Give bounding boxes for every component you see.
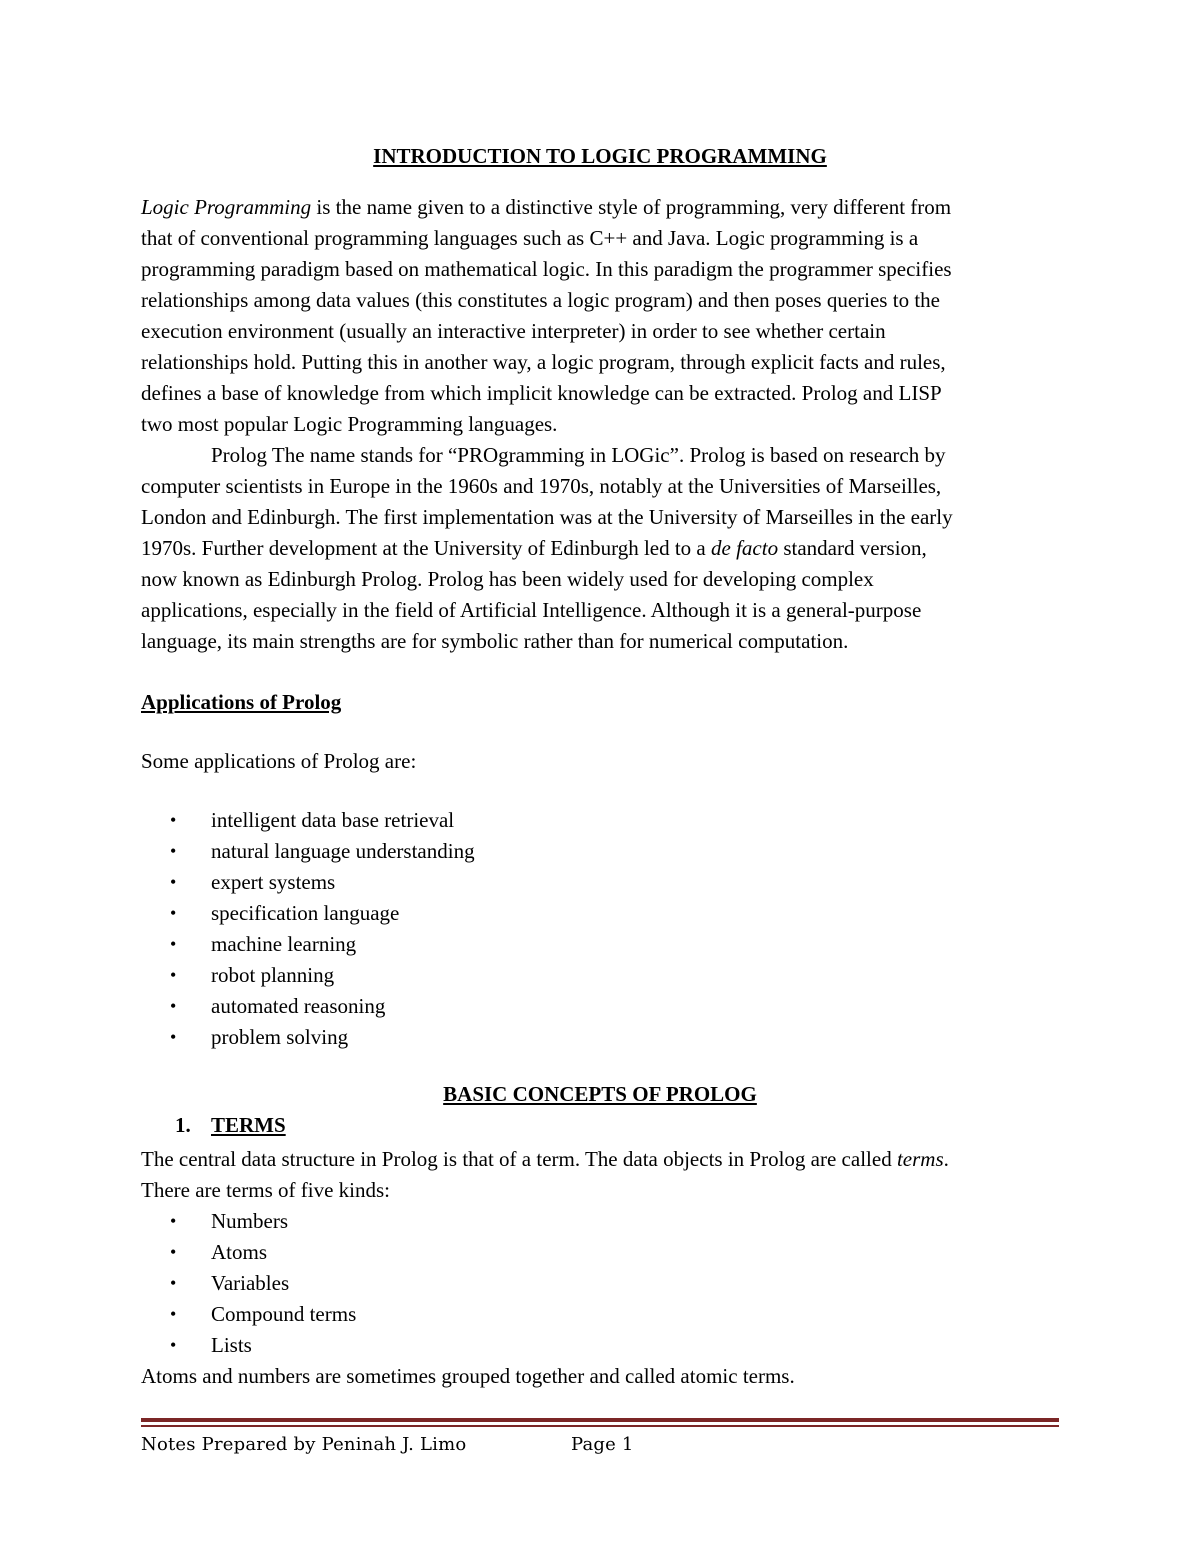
footer-rule-thin [141,1425,1059,1427]
footer-rule [141,1418,1059,1422]
prolog-line-4-after: standard version, [778,536,927,560]
bullet-icon: • [170,1335,177,1355]
atomic-terms-line: Atoms and numbers are sometimes grouped together and called atomic terms. [141,1364,795,1388]
list-item: • specification language [170,898,475,929]
bullet-icon: • [170,1027,177,1047]
list-item: • Numbers [170,1206,356,1237]
prolog-line: applications, especially in the field of Artificial Intelligence. Although it is a general-purpose [141,598,922,622]
intro-line: programming paradigm based on mathematical logic. In this paradigm the programmer specifies [141,257,952,281]
list-item: • problem solving [170,1022,475,1053]
intro-line: relationships among data values (this constitutes a logic program) and then poses queries to the [141,288,940,312]
intro-line: execution environment (usually an interactive interpreter) in order to see whether certain [141,319,886,343]
list-item: • robot planning [170,960,475,991]
bullet-icon: • [170,965,177,985]
list-item: • natural language understanding [170,836,475,867]
bullet-icon: • [170,872,177,892]
list-item: • Compound terms [170,1299,356,1330]
terms-line-2: There are terms of five kinds: [141,1178,390,1202]
list-item: • automated reasoning [170,991,475,1022]
intro-line-1 [141,192,1066,223]
footer-author: Notes Prepared by Peninah J. Limo [141,1434,467,1455]
intro-line: relationships hold. Putting this in another way, a logic program, through explicit facts and rules, [141,350,946,374]
applications-intro: Some applications of Prolog are: [141,749,417,773]
section-title-terms: TERMS [211,1113,286,1137]
applications-list [170,805,475,1053]
bullet-icon: • [170,934,177,954]
prolog-line: computer scientists in Europe in the 1960s and 1970s, notably at the Universities of Marseilles, [141,474,942,498]
intro-paragraph [141,192,1066,440]
de-facto-italic: de facto [711,536,779,560]
footer-page-number: Page 1 [571,1434,634,1455]
list-item: • intelligent data base retrieval [170,805,475,836]
bullet-icon: • [170,1211,177,1231]
intro-line: two most popular Logic Programming languages. [141,412,558,436]
bullet-icon: • [170,810,177,830]
list-item: • machine learning [170,929,475,960]
prolog-line-4 [141,533,1066,564]
bullet-icon: • [170,841,177,861]
prolog-line-4-before: 1970s. Further development at the University of Edinburgh led to a [141,536,712,560]
prolog-line: now known as Edinburgh Prolog. Prolog has been widely used for developing complex [141,567,874,591]
bullet-icon: • [170,903,177,923]
basic-concepts-heading: BASIC CONCEPTS OF PROLOG [443,1082,757,1106]
intro-lead-italic: Logic Programming [141,195,312,219]
list-item: • Lists [170,1330,356,1361]
term-kinds-list [170,1206,356,1361]
section-number: 1. [175,1113,191,1137]
applications-heading: Applications of Prolog [141,690,342,714]
prolog-paragraph [141,440,1066,657]
list-item: • expert systems [170,867,475,898]
bullet-icon: • [170,996,177,1016]
list-item: • Atoms [170,1237,356,1268]
bullet-icon: • [170,1273,177,1293]
intro-line: that of conventional programming languages such as C++ and Java. Logic programming is a [141,226,919,250]
prolog-line: language, its main strengths are for symbolic rather than for numerical computation. [141,629,849,653]
document-title: INTRODUCTION TO LOGIC PROGRAMMING [373,144,827,168]
terms-line-1: The central data structure in Prolog is that of a term. The data objects in Prolog are called terms. [141,1147,949,1171]
intro-line-1-rest: is the name given to a distinctive style of programming, very different from [311,195,952,219]
terms-italic: terms [896,1147,944,1171]
bullet-icon: • [170,1242,177,1262]
prolog-line: London and Edinburgh. The first implementation was at the University of Marseilles in the early [141,505,953,529]
bullet-icon: • [170,1304,177,1324]
intro-line: defines a base of knowledge from which implicit knowledge can be extracted. Prolog and LISP [141,381,942,405]
prolog-line: Prolog The name stands for “PROgramming in LOGic”. Prolog is based on research by [211,443,946,467]
list-item: • Variables [170,1268,356,1299]
